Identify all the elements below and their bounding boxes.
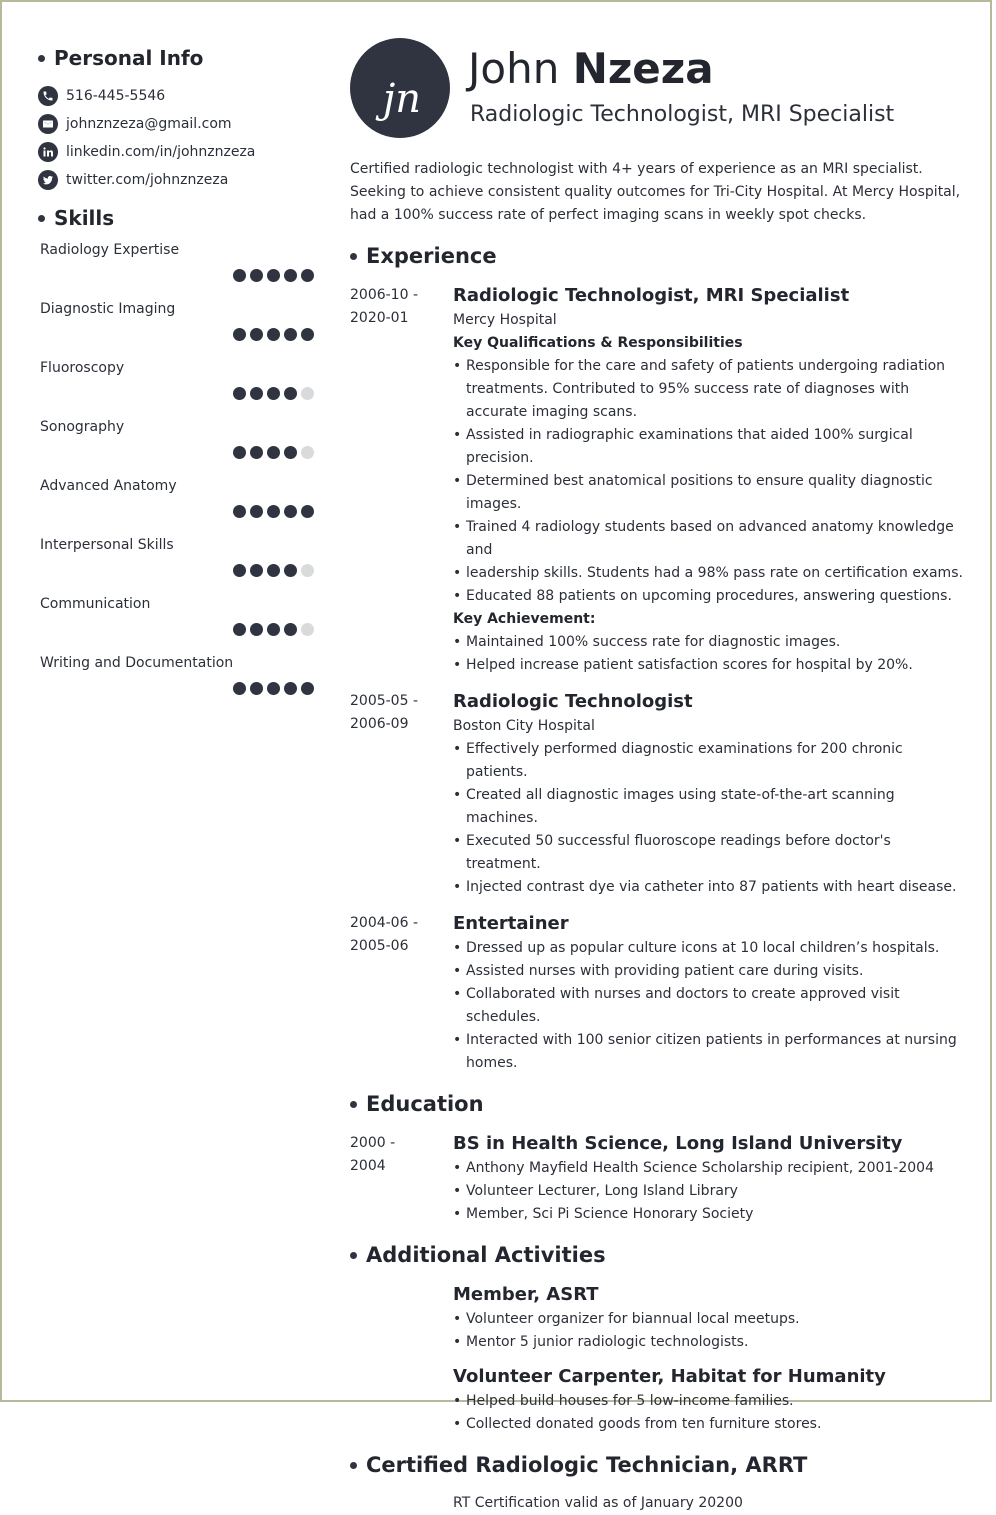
job-org: Mercy Hospital	[453, 312, 557, 328]
list-item: • Helped increase patient satisfaction scores for hospital by 20%.	[453, 654, 966, 677]
list-item: • Assisted in radiographic examinations that aided 100% surgical precision.	[453, 424, 966, 470]
list-item: • Collected donated goods from ten furniture stores.	[453, 1413, 966, 1436]
section-bullet-icon	[350, 253, 357, 260]
skills-heading: Skills	[38, 204, 314, 232]
rating-dot-filled-icon	[250, 564, 263, 577]
rating-dot-filled-icon	[301, 328, 314, 341]
skill-rating	[229, 328, 314, 341]
job-subheading: Key Achievement:	[453, 611, 596, 627]
skill-item	[38, 596, 314, 655]
rating-dot-empty-icon	[301, 564, 314, 577]
first-name: John	[468, 44, 560, 93]
list-item: • Anthony Mayfield Health Science Scholarship recipient, 2001-2004	[453, 1157, 966, 1180]
rating-dot-filled-icon	[284, 623, 297, 636]
twitter-icon	[38, 170, 58, 190]
rating-dot-filled-icon	[284, 682, 297, 695]
rating-dot-filled-icon	[284, 328, 297, 341]
rating-dot-filled-icon	[233, 446, 246, 459]
certification-heading: Certified Radiologic Technician, ARRT	[350, 1450, 966, 1480]
certification-note: RT Certification valid as of January 20200	[453, 1495, 743, 1511]
section-bullet-icon	[350, 1101, 357, 1108]
skill-rating	[229, 505, 314, 518]
rating-dot-empty-icon	[301, 623, 314, 636]
list-item: • Created all diagnostic images using state-of-the-art scanning machines.	[453, 784, 966, 830]
skill-name: Writing and Documentation	[40, 655, 234, 671]
contact-email[interactable]: johnznzeza@gmail.com	[38, 110, 314, 138]
list-item: • Responsible for the care and safety of patients undergoing radiation treatments. Contributed to 95% success rate of diagnoses with accurate imaging scans.	[453, 355, 966, 424]
rating-dot-filled-icon	[250, 623, 263, 636]
rating-dot-filled-icon	[250, 446, 263, 459]
section-bullet-icon	[350, 1462, 357, 1469]
list-item: • Trained 4 radiology students based on advanced anatomy knowledge and	[453, 516, 966, 562]
skill-item	[38, 360, 314, 419]
activity-points	[453, 1308, 966, 1354]
rating-dot-filled-icon	[267, 623, 280, 636]
rating-dot-filled-icon	[267, 564, 280, 577]
job-points	[453, 937, 966, 1075]
rating-dot-filled-icon	[284, 446, 297, 459]
job-entry	[350, 283, 966, 677]
contact-list	[38, 82, 314, 194]
skill-rating	[229, 269, 314, 282]
activity-body	[453, 1282, 966, 1354]
education-heading: Education	[350, 1089, 966, 1119]
rating-dot-filled-icon	[250, 328, 263, 341]
skill-item	[38, 301, 314, 360]
job-body	[453, 283, 966, 677]
skill-rating	[229, 446, 314, 459]
contact-twitter[interactable]: twitter.com/johnznzeza	[38, 166, 314, 194]
skill-rating	[229, 387, 314, 400]
rating-dot-filled-icon	[284, 269, 297, 282]
rating-dot-filled-icon	[233, 505, 246, 518]
section-bullet-icon	[350, 1252, 357, 1259]
rating-dot-empty-icon	[301, 387, 314, 400]
skill-name: Diagnostic Imaging	[40, 301, 176, 317]
job-entry	[350, 689, 966, 899]
activity-points	[453, 1390, 966, 1436]
list-item: • leadership skills. Students had a 98% pass rate on certification exams.	[453, 562, 966, 585]
full-name	[468, 42, 714, 96]
job-date: 2006-10 - 2020-01	[350, 287, 418, 326]
list-item: • Educated 88 patients on upcoming procedures, answering questions.	[453, 585, 966, 608]
personal-info-heading: Personal Info	[38, 44, 314, 72]
list-item: • Injected contrast dye via catheter into 87 patients with heart disease.	[453, 876, 966, 899]
list-item: • Mentor 5 junior radiologic technologists.	[453, 1331, 966, 1354]
activity-entry	[350, 1364, 966, 1436]
contact-linkedin[interactable]: linkedin.com/in/johnznzeza	[38, 138, 314, 166]
list-item: • Interacted with 100 senior citizen patients in performances at nursing homes.	[453, 1029, 966, 1075]
rating-dot-filled-icon	[233, 623, 246, 636]
list-item: • Determined best anatomical positions to ensure quality diagnostic images.	[453, 470, 966, 516]
resume-header	[350, 38, 966, 142]
list-item: • Volunteer Lecturer, Long Island Library	[453, 1180, 966, 1203]
skill-rating	[229, 564, 314, 577]
rating-dot-filled-icon	[267, 328, 280, 341]
rating-dot-filled-icon	[233, 328, 246, 341]
left-column	[38, 44, 314, 714]
skill-item	[38, 242, 314, 301]
list-item: • Volunteer organizer for biannual local meetups.	[453, 1308, 966, 1331]
rating-dot-filled-icon	[233, 387, 246, 400]
rating-dot-filled-icon	[267, 505, 280, 518]
rating-dot-filled-icon	[284, 505, 297, 518]
list-item: • Helped build houses for 5 low-income families.	[453, 1390, 966, 1413]
education-body	[453, 1131, 966, 1226]
rating-dot-filled-icon	[301, 269, 314, 282]
rating-dot-filled-icon	[284, 387, 297, 400]
skill-item	[38, 655, 314, 714]
list-item: • Member, Sci Pi Science Honorary Society	[453, 1203, 966, 1226]
rating-dot-filled-icon	[284, 564, 297, 577]
summary: Certified radiologic technologist with 4+ years of experience as an MRI specialist. Seeking to achieve consistent quality outcomes for Tri-City Hospital. At Mercy Hospital, had a 100% success rate of perfect imaging scans in weekly spot checks.	[350, 161, 961, 223]
skill-item	[38, 419, 314, 478]
job-body	[453, 911, 966, 1075]
job-subheading: Key Qualifications & Responsibilities	[453, 335, 743, 351]
education-date: 2000 - 2004	[350, 1135, 396, 1174]
experience-heading: Experience	[350, 241, 966, 271]
rating-dot-filled-icon	[250, 387, 263, 400]
job-achievements	[453, 631, 966, 677]
certification-entry	[350, 1492, 966, 1515]
rating-dot-filled-icon	[267, 387, 280, 400]
rating-dot-filled-icon	[267, 269, 280, 282]
skill-rating	[229, 623, 314, 636]
skill-rating	[229, 682, 314, 695]
right-column	[350, 38, 966, 1515]
activity-role: Volunteer Carpenter, Habitat for Humanity	[453, 1366, 886, 1387]
skill-name: Advanced Anatomy	[40, 478, 177, 494]
section-bullet-icon	[38, 215, 45, 222]
activity-role: Member, ASRT	[453, 1284, 599, 1305]
job-role: Entertainer	[453, 913, 569, 934]
rating-dot-empty-icon	[301, 446, 314, 459]
education-points	[453, 1157, 966, 1226]
phone-icon	[38, 86, 58, 106]
activity-body	[453, 1364, 966, 1436]
job-role: Radiologic Technologist	[453, 691, 693, 712]
job-body	[453, 689, 966, 899]
rating-dot-filled-icon	[267, 446, 280, 459]
skill-item	[38, 478, 314, 537]
activity-entry	[350, 1282, 966, 1354]
rating-dot-filled-icon	[233, 269, 246, 282]
list-item: • Executed 50 successful fluoroscope readings before doctor's treatment.	[453, 830, 966, 876]
rating-dot-filled-icon	[250, 682, 263, 695]
rating-dot-filled-icon	[267, 682, 280, 695]
list-item: • Effectively performed diagnostic examinations for 200 chronic patients.	[453, 738, 966, 784]
rating-dot-filled-icon	[233, 564, 246, 577]
job-date: 2004-06 - 2005-06	[350, 915, 418, 954]
rating-dot-filled-icon	[301, 505, 314, 518]
contact-phone[interactable]: 516-445-5546	[38, 82, 314, 110]
linkedin-icon	[38, 142, 58, 162]
activities-heading: Additional Activities	[350, 1240, 966, 1270]
job-points	[453, 738, 966, 899]
job-date: 2005-05 - 2006-09	[350, 693, 418, 732]
job-org: Boston City Hospital	[453, 718, 595, 734]
education-entry	[350, 1131, 966, 1226]
skill-item	[38, 537, 314, 596]
job-title: Radiologic Technologist, MRI Specialist	[470, 102, 895, 127]
skill-name: Interpersonal Skills	[40, 537, 174, 553]
avatar: jn	[350, 38, 450, 138]
job-role: Radiologic Technologist, MRI Specialist	[453, 285, 850, 306]
degree: BS in Health Science, Long Island University	[453, 1133, 903, 1154]
skills-list	[38, 242, 314, 714]
rating-dot-filled-icon	[301, 682, 314, 695]
section-bullet-icon	[38, 55, 45, 62]
rating-dot-filled-icon	[250, 269, 263, 282]
list-item: • Maintained 100% success rate for diagnostic images.	[453, 631, 966, 654]
email-icon	[38, 114, 58, 134]
job-points	[453, 355, 966, 608]
list-item: • Assisted nurses with providing patient care during visits.	[453, 960, 966, 983]
job-entry	[350, 911, 966, 1075]
skill-name: Fluoroscopy	[40, 360, 125, 376]
skill-name: Radiology Expertise	[40, 242, 180, 258]
list-item: • Collaborated with nurses and doctors to create approved visit schedules.	[453, 983, 966, 1029]
skill-name: Sonography	[40, 419, 125, 435]
last-name: Nzeza	[572, 44, 714, 93]
rating-dot-filled-icon	[233, 682, 246, 695]
skill-name: Communication	[40, 596, 151, 612]
rating-dot-filled-icon	[250, 505, 263, 518]
list-item: • Dressed up as popular culture icons at 10 local children’s hospitals.	[453, 937, 966, 960]
